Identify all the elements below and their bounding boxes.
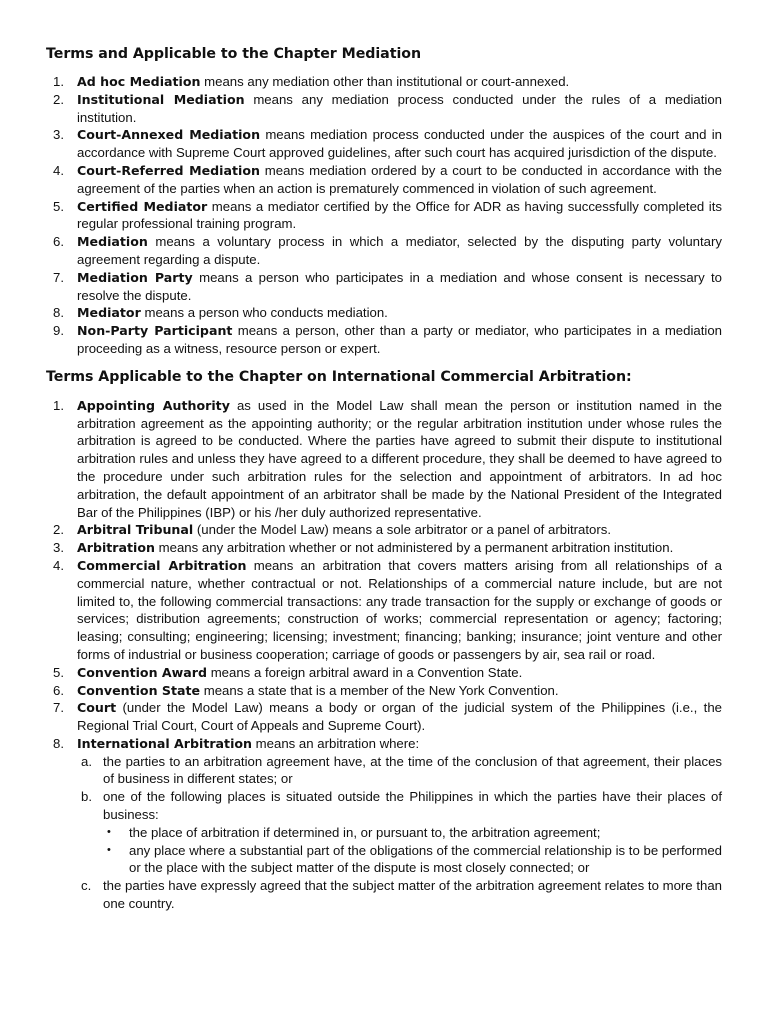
list-item: 3. Court-Annexed Mediation means mediation process conducted under the auspices of the court and in accordance with Supreme Court approved guidelines, after such court has acquired jurisdiction of the dispute. [53, 127, 722, 161]
term-label: Arbitration [77, 540, 155, 556]
list-item: 6. Mediation means a voluntary process in which a mediator, selected by the disputing party voluntary agreement regarding a dispute. [53, 234, 722, 267]
term-label: Appointing Authority [77, 397, 230, 413]
term-label: Mediation Party [77, 269, 193, 285]
list-item: 2. Arbitral Tribunal (under the Model Law) means a sole arbitrator or a panel of arbitrators. [53, 522, 612, 538]
term-label: Court-Annexed Mediation [77, 127, 261, 143]
list-item: 6. Convention State means a state that is a member of the New York Convention. [53, 682, 559, 698]
bullet-icon: • [107, 825, 111, 838]
bullet-item: • the place of arbitration if determined in, or pursuant to, the arbitration agreement; [107, 824, 601, 840]
list-item: 1. Ad hoc Mediation means any mediation other than institutional or court-annexed. [53, 74, 570, 89]
term-label: Convention State [77, 682, 201, 698]
term-label: Arbitral Tribunal [77, 522, 194, 538]
arbitration-terms-heading: Terms Applicable to the Chapter on International Commercial Arbitration: [46, 368, 632, 385]
term-label: Court-Referred Mediation [77, 162, 260, 178]
term-label: Mediator [77, 305, 141, 321]
list-item: 4. Court-Referred Mediation means mediation ordered by a court to be conducted in accordance with the agreement of the parties when an action is prematurely commenced in violation of such agreement. [53, 162, 722, 196]
list-item: 7. Mediation Party means a person who participates in a mediation and whose consent is necessary to resolve the dispute. [53, 269, 722, 303]
term-label: Convention Award [77, 664, 208, 680]
sub-list [77, 753, 722, 913]
term-label: Court [77, 700, 117, 716]
bullet-list [103, 824, 722, 877]
bullet-icon: • [107, 843, 111, 856]
list-item: 1. Appointing Authority as used in the Model Law shall mean the person or institution named in the arbitration agreement as the appointing authority; or the regular arbitration institution under whose rules the arbitration is agreed to be conducted. Where the parties have agreed to submit their dispute to institutional arbitration rules and unless they have agreed to a different procedure, they shall be deemed to have agreed to the procedure under such arbitration rules for the selection and appointment of arbitrators. In ad hoc arbitration, the default appointment of an arbitrator shall be made by the National President of the Integrated Bar of the Philippines (IBP) or his /her duly authorized representative. [53, 397, 722, 520]
list-item: 9. Non-Party Participant means a person, other than a party or mediator, who participates in a mediation proceeding as a witness, resource person or expert. [53, 323, 722, 356]
mediation-terms-list [46, 73, 722, 358]
list-item: 7. Court (under the Model Law) means a body or organ of the judicial system of the Philippines (i.e., the Regional Trial Court, Court of Appeals and Supreme Court). [53, 700, 722, 734]
sub-item: b. one of the following places is situated outside the Philippines in which the parties have their places of business: • the place of arbitration if determined in, or pursuant to, the arbitration agreement; • any place where a substantial part of the obligations of the commercial relationship is to be performed or the place with the subject matter of the dispute is most closely connected; or [81, 789, 722, 876]
list-item: 8. Mediator means a person who conducts mediation. [53, 305, 388, 321]
list-item: 3. Arbitration means any arbitration whether or not administered by a permanent arbitration institution. [53, 540, 674, 556]
term-label: Non-Party Participant [77, 323, 233, 339]
term-label: Commercial Arbitration [77, 557, 247, 573]
sub-item: a. the parties to an arbitration agreement have, at the time of the conclusion of that agreement, their places of business in different states; or [81, 753, 722, 787]
term-label: Ad hoc Mediation [77, 74, 201, 89]
term-label: Certified Mediator [77, 198, 208, 214]
bullet-item: • any place where a substantial part of the obligations of the commercial relationship is to be performed or the place with the subject matter of the dispute is most closely connected; or [107, 842, 722, 876]
list-item: 4. Commercial Arbitration means an arbitration that covers matters arising from all relationships of a commercial nature, whether contractual or not. Relationships of a commercial nature include, but are not limited to, the following commercial transactions: any trade transaction for the supply or exchange of goods or services; distribution agreements; construction of works; commercial representation or agency; factoring; leasing; consulting; engineering; licensing; investment; financing; banking; insurance; joint venture and other forms of industrial or business cooperation; carriage of goods or passengers by air, sea rail or road. [53, 557, 723, 662]
term-label: International Arbitration [77, 735, 253, 751]
sub-item: c. the parties have expressly agreed that the subject matter of the arbitration agreement relates to more than one country. [81, 878, 722, 912]
list-item: 5. Certified Mediator means a mediator certified by the Office for ADR as having successfully completed its regular professional training program. [53, 198, 722, 232]
term-label: Institutional Mediation [77, 91, 245, 107]
list-item: 2. Institutional Mediation means any mediation process conducted under the rules of a mediation institution. [53, 91, 722, 125]
list-item: 5. Convention Award means a foreign arbitral award in a Convention State. [53, 664, 523, 680]
mediation-terms-heading: Terms and Applicable to the Chapter Mediation [46, 46, 421, 62]
arbitration-terms-list [46, 397, 722, 913]
term-label: Mediation [77, 234, 148, 250]
list-item: 8. International Arbitration means an arbitration where: a. the parties to an arbitration agreement have, at the time of the conclusion of that agreement, their places of business in different states; or b. one of the following places is situated outside the Philippines in which the parties have their places of business: • the place of arbitration if determined in, or pursuant to, the arbitration agreement; • any place where a substantial part of the obligations of the commercial relationship is to be performed or the place with the subject matter of the dispute is most closely connected; or c. the parties have expressly agreed that the subject matter of the arbitration agreement relates to more than one country. [53, 735, 722, 912]
